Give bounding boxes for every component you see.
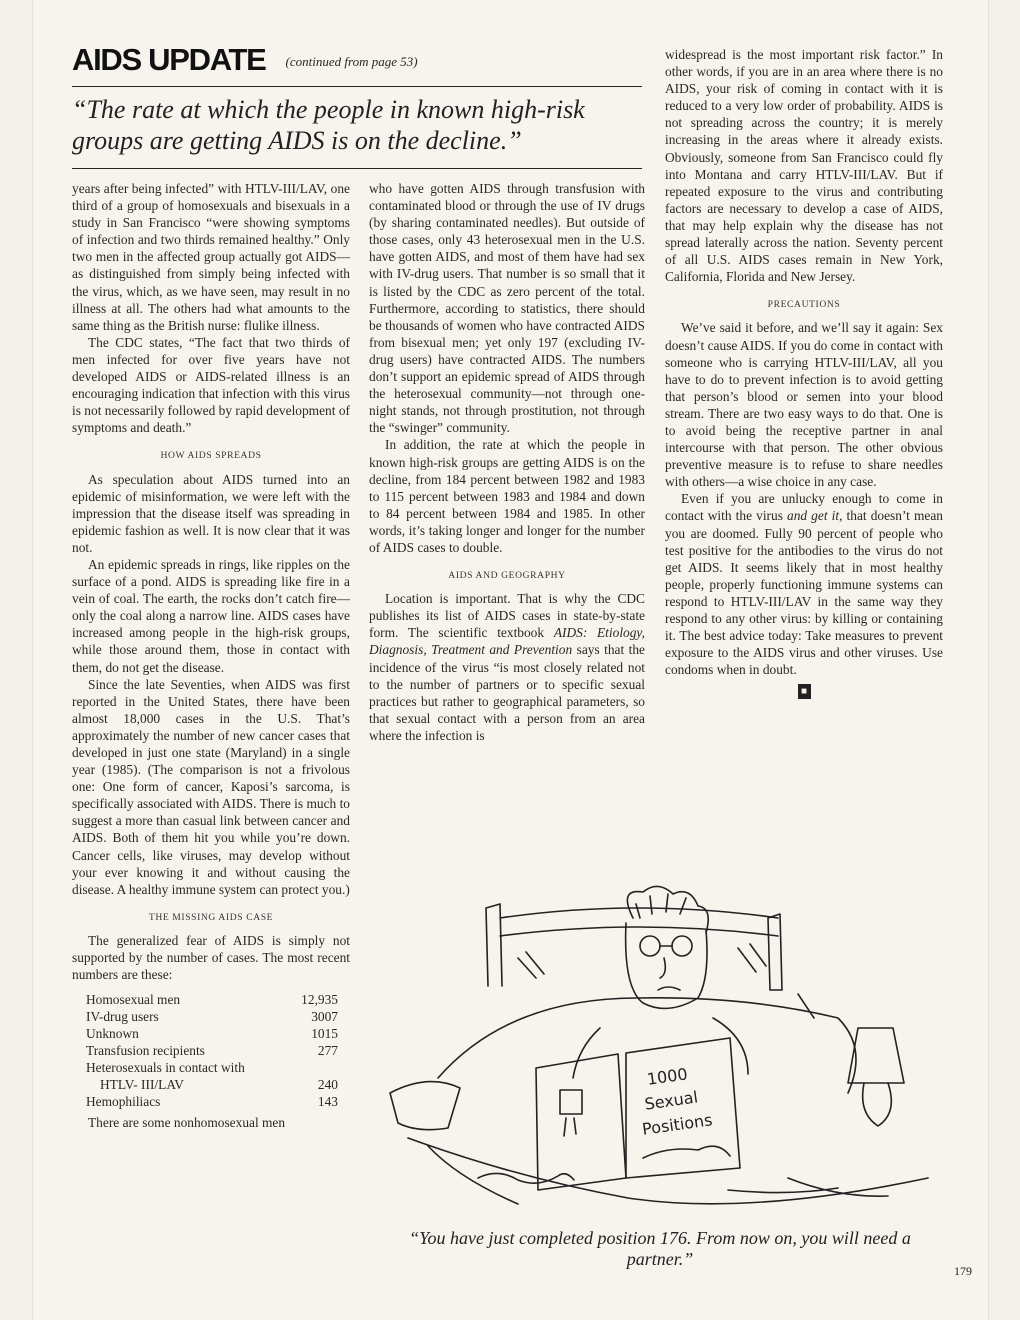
table-row <box>86 991 338 1008</box>
subhead-missing-aids-case: THE MISSING AIDS CASE <box>148 911 274 923</box>
book-left-page <box>536 1054 626 1190</box>
paragraph: The CDC states, “The fact that two thirds of men infected for over five years have not developed AIDS or AIDS-related illness is an encouraging indication that infection with this virus is not necessarily followed by rapid development of symptoms and death.” <box>72 334 350 436</box>
paragraph: who have gotten AIDS through transfusion with contaminated blood or through the use of IV drugs (by sharing contaminated needles). But outside of those cases, only 43 heterosexual men in the U.S. have gotten AIDS, and most of them have had sex with IV-drug users. That number is so small that it is listed by the CDC as zero percent of the total. Furthermore, according to statistics, there should be thousands of women who have contracted AIDS from bisexual men; yet only 197 (excluding IV-drug users) have contracted AIDS. The numbers don’t support an epidemic spread of AIDS through the heterosexual community—not through one-night stands, not through prostitution, not through the “swinger” community. <box>369 181 645 436</box>
bedpost-right <box>768 914 782 990</box>
row-label: IV-drug users <box>86 1009 159 1025</box>
end-mark-icon: ■ <box>798 684 811 699</box>
subhead-precautions: PRECAUTIONS <box>767 299 841 311</box>
cartoon-caption: “You have just completed position 176. From now on, you will need a partner.” <box>409 1228 911 1269</box>
column-1 <box>72 180 350 1131</box>
table-row <box>86 1042 338 1059</box>
row-value: 1015 <box>311 1026 338 1042</box>
row-value: 143 <box>317 1094 338 1110</box>
glasses-right <box>672 936 692 956</box>
paragraph: years after being infected” with HTLV-III/LAV, one third of a group of homosexuals and bisexuals in a study in San Francisco “were showing symptoms of infection and two thirds remained healthy.” Only two men in the affected group actually got AIDS—as distinguished from simply being infected with the virus, which, as we have seen, may result in no illness at all. The others had what amounts to the same thing as the British nurse: flulike illness. <box>72 181 350 333</box>
row-value: 3007 <box>311 1009 338 1025</box>
paragraph: There are some nonhomosexual men <box>88 1115 286 1131</box>
row-label: Transfusion recipients <box>86 1043 205 1059</box>
paragraph: The generalized fear of AIDS is simply not supported by the number of cases. The most recent numbers are these: <box>72 932 350 983</box>
emphasis: and get it, <box>787 508 843 524</box>
row-label: Hemophiliacs <box>86 1094 161 1110</box>
row-label: Heterosexuals in contact with <box>86 1060 245 1076</box>
book-title: AIDS: Etiology, Diagnosis, Treatment and Prevention <box>369 625 645 658</box>
table-row <box>86 1093 338 1110</box>
continued-note: (continued from page 53) <box>285 54 418 69</box>
article-title: AIDS UPDATE <box>72 42 266 77</box>
article-header <box>72 42 642 78</box>
row-label: Homosexual men <box>86 992 181 1008</box>
row-label: HTLV- III/LAV <box>100 1077 184 1093</box>
column-3 <box>665 46 943 699</box>
text-run: Location is important. That is why the CDC publishes its list of AIDS cases in state-by-state form. The scientific textbook <box>369 591 645 641</box>
glasses-left <box>640 936 660 956</box>
paragraph: We’ve said it before, and we’ll say it again: Sex doesn’t cause AIDS. If you do come in contact with someone who is carrying HTLV-III/LAV, all you have to do to prevent infection is to avoid getting that person’s blood or semen into your blood stream. There are two easy ways to do that. One is to avoid being the receptive partner in anal intercourse with that person. The other obvious preventive measure is to refuse to share needles with others—a wise choice in any case. <box>665 320 943 490</box>
table-row <box>86 1076 338 1093</box>
rule-top <box>72 86 642 87</box>
text-run: Even if you are unlucky enough to come in contact with the virus <box>665 491 943 524</box>
book-title-line1: 1000 <box>645 1064 689 1089</box>
rule-bottom <box>72 168 642 169</box>
text-run: that doesn’t mean you are doomed. Fully 90 percent of people who test positive for the antibodies to the virus do not get AIDS. It seems likely that in most healthy people, properly functioning immune systems can respond to HTLV-III/LAV in the same way they respond to any other virus: by killing or containing it. The best advice today: Take measures to prevent exposure to the AIDS virus and other viruses. Use condoms when in doubt. <box>665 508 943 678</box>
book-title-line3: Positions <box>640 1110 714 1139</box>
text-run: says that the incidence of the virus “is most closely related not to the number of partners or to specific sexual practices but rather to geographical parameters, so that sexual contact with a person from an area where the infection is <box>369 642 645 743</box>
paragraph <box>665 490 943 678</box>
paragraph <box>369 590 645 744</box>
column-2 <box>369 180 645 744</box>
paragraph: Since the late Seventies, when AIDS was first reported in the United States, there have been almost 18,000 cases in the U.S. That’s approximately the number of new cancer cases that developed in just one state (Maryland) in a single year (1985). (The comparison is not a frivolous one: One form of cancer, Kaposi’s sarcoma, is specifically associated with AIDS. There is much to suggest a more than casual link between cancer and AIDS. Both of them hit you while you’re down. Cancer cells, like viruses, may develop without your ever knowing it and without causing the disease. A healthy immune system can protect you.) <box>72 676 350 897</box>
table-row <box>86 1025 338 1042</box>
page-number: 179 <box>954 1264 972 1278</box>
subhead-aids-and-geography: AIDS AND GEOGRAPHY <box>448 570 566 582</box>
bedpost-left <box>486 904 502 986</box>
subhead-how-aids-spreads: HOW AIDS SPREADS <box>160 450 262 462</box>
table-row <box>86 1059 338 1076</box>
row-value: 12,935 <box>301 992 338 1008</box>
row-value: 277 <box>317 1043 338 1059</box>
cases-table <box>86 991 338 1110</box>
paragraph: widespread is the most important risk factor.” In other words, if you are in an area where there is no AIDS, your risk of coming in contact with it is reduced to a very low order of probability. AIDS is not spreading across the country; it is merely increasing in the areas where it already exists. Obviously, someone from San Francisco could fly into Montana and carry HTLV-III/LAV. But if repeated exposure to the virus and contributing factors are necessary to develop a case of AIDS, that may help explain why the disease has not spread laterally across the nation. Seventy percent of all U.S. AIDS cases remain in New York, California, Florida and New Jersey. <box>665 47 943 285</box>
face <box>626 923 707 1008</box>
row-value: 240 <box>317 1077 338 1093</box>
pull-quote: “The rate at which the people in known high-risk groups are getting AIDS is on the decline.” <box>72 95 585 155</box>
paragraph: An epidemic spreads in rings, like ripples on the surface of a pond. AIDS is spreading like fire in a vein of coal. The earth, the rocks don’t catch fire—only the coal along a narrow line. AIDS cases have increased among people in the high-risk groups, while those around them, those in contact with them, do not get the disease. <box>72 556 350 675</box>
row-value <box>278 1059 338 1076</box>
book-inset-icon <box>560 1090 582 1114</box>
paragraph: In addition, the rate at which the people in known high-risk groups are getting AIDS is on the decline, from 184 percent between 1982 and 1983 to 115 percent between 1983 and 1984 and down to 84 percent between 1984 and 1985. In other words, it’s taking longer and longer for the number of AIDS cases to double. <box>369 437 645 555</box>
table-row <box>86 1008 338 1025</box>
book-title-line2: Sexual <box>643 1087 700 1114</box>
cartoon-illustration <box>368 878 956 1218</box>
paragraph: As speculation about AIDS turned into an epidemic of misinformation, we were left with the impression that the disease itself was spreading in epidemic fashion as well. It is now clear that it was not. <box>72 471 350 555</box>
row-label: Unknown <box>86 1026 139 1042</box>
